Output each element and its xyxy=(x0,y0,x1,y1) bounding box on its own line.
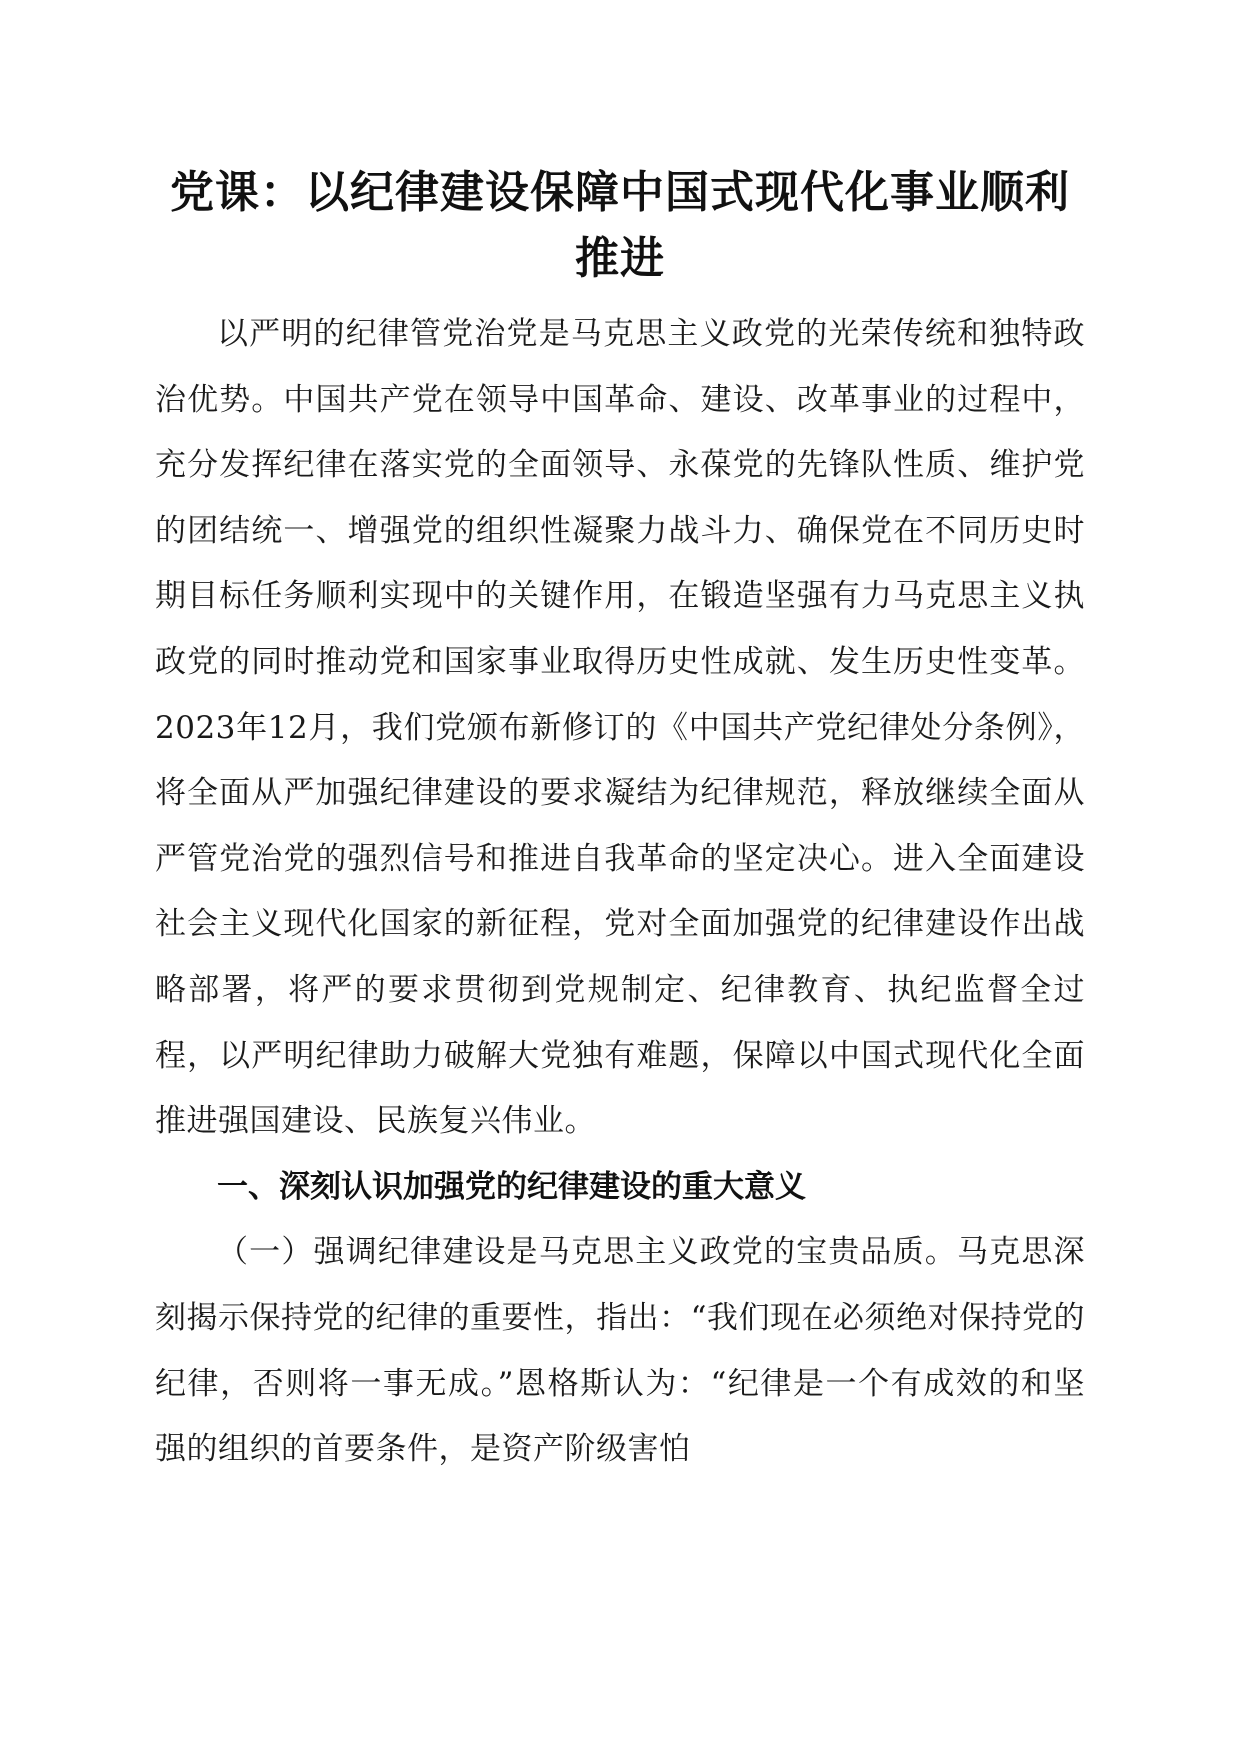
document-title: 党课：以纪律建设保障中国式现代化事业顺利推进 xyxy=(170,167,1070,284)
document-body xyxy=(155,160,1085,1483)
section-heading: 一、深刻认识加强党的纪律建设的重大意义 xyxy=(217,1168,806,1205)
intro-paragraph: 以严明的纪律管党治党是马克思主义政党的光荣传统和独特政治优势。中国共产党在领导中国革命、建设、改革事业的过程中，充分发挥纪律在落实党的全面领导、永葆党的先锋队性质、维护党的团结统一、增强党的组织性凝聚力战斗力、确保党在不同历史时期目标任务顺利实现中的关键作用，在锻造坚强有力马克思主义执政党的同时推动党和国家事业取得历史性成就、发生历史性变革。2023年12月，我们党颁布新修订的《中国共产党纪律处分条例》，将全面从严加强纪律建设的要求凝结为纪律规范，释放继续全面从严管党治党的强烈信号和推进自我革命的坚定决心。进入全面建设社会主义现代化国家的新征程，党对全面加强党的纪律建设作出战略部署，将严的要求贯彻到党规制定、纪律教育、执纪监督全过程，以严明纪律助力破解大党独有难题，保障以中国式现代化全面推进强国建设、民族复兴伟业。 xyxy=(155,316,1085,1140)
subsection-paragraph: （一）强调纪律建设是马克思主义政党的宝贵品质。马克思深刻揭示保持党的纪律的重要性，指出：“我们现在必须绝对保持党的纪律，否则将一事无成。”恩格斯认为：“纪律是一个有成效的和坚强的组织的首要条件，是资产阶级害怕 xyxy=(155,1234,1085,1468)
